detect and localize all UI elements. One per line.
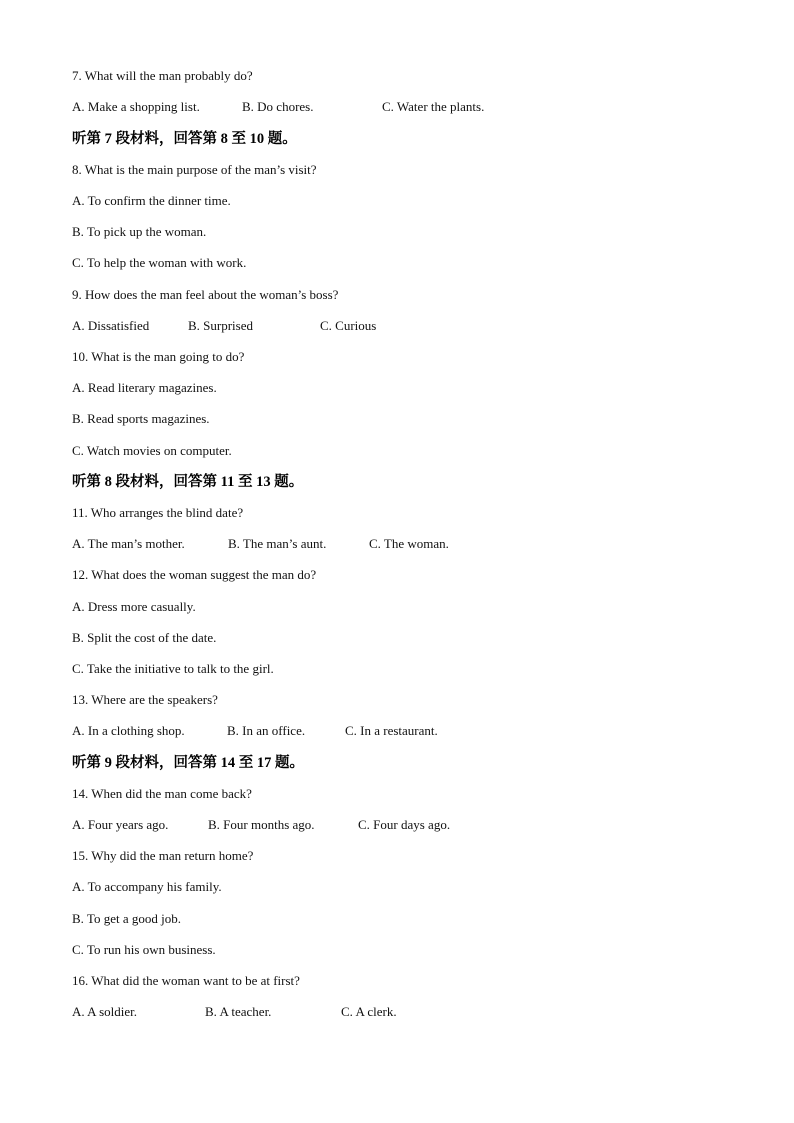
question-14: 14. When did the man come back? [72, 786, 252, 801]
option-12b: B. Split the cost of the date. [72, 630, 217, 645]
options-row-7 [72, 99, 672, 115]
option-8b: B. To pick up the woman. [72, 224, 207, 239]
option-8a: A. To confirm the dinner time. [72, 193, 231, 208]
question-11: 11. Who arranges the blind date? [72, 505, 244, 520]
option-9a: A. Dissatisfied [72, 318, 150, 333]
question-10: 10. What is the man going to do? [72, 349, 245, 364]
option-7c: C. Water the plants. [382, 99, 485, 114]
option-7b: B. Do chores. [242, 99, 314, 114]
option-12a: A. Dress more casually. [72, 599, 196, 614]
question-15: 15. Why did the man return home? [72, 848, 254, 863]
section-heading-8: 听第 8 段材料，回答第 11 至 13 题。 [72, 474, 304, 490]
question-13: 13. Where are the speakers? [72, 692, 218, 707]
option-16a: A. A soldier. [72, 1004, 138, 1019]
question-12: 12. What does the woman suggest the man do? [72, 567, 317, 582]
option-11c: C. The woman. [369, 536, 449, 551]
question-16: 16. What did the woman want to be at first? [72, 973, 300, 988]
option-10b: B. Read sports magazines. [72, 411, 210, 426]
option-9b: B. Surprised [188, 318, 253, 333]
options-row-9 [72, 318, 672, 334]
question-8: 8. What is the main purpose of the man’s visit? [72, 162, 317, 177]
option-11a: A. The man’s mother. [72, 536, 185, 551]
option-14c: C. Four days ago. [358, 817, 451, 832]
options-row-13 [72, 723, 672, 739]
option-13b: B. In an office. [227, 723, 306, 738]
option-14a: A. Four years ago. [72, 817, 169, 832]
section-heading-9: 听第 9 段材料，回答第 14 至 17 题。 [72, 755, 304, 771]
question-7: 7. What will the man probably do? [72, 68, 253, 83]
options-row-11 [72, 536, 672, 552]
option-10c: C. Watch movies on computer. [72, 443, 232, 458]
options-row-16 [72, 1004, 672, 1020]
option-15b: B. To get a good job. [72, 911, 181, 926]
options-row-14 [72, 817, 672, 833]
option-9c: C. Curious [320, 318, 377, 333]
option-14b: B. Four months ago. [208, 817, 315, 832]
option-15c: C. To run his own business. [72, 942, 216, 957]
option-10a: A. Read literary magazines. [72, 380, 217, 395]
option-13c: C. In a restaurant. [345, 723, 438, 738]
option-13a: A. In a clothing shop. [72, 723, 185, 738]
question-9: 9. How does the man feel about the woman’s boss? [72, 287, 339, 302]
option-8c: C. To help the woman with work. [72, 255, 247, 270]
option-16b: B. A teacher. [205, 1004, 272, 1019]
option-12c: C. Take the initiative to talk to the girl. [72, 661, 274, 676]
option-11b: B. The man’s aunt. [228, 536, 327, 551]
option-7a: A. Make a shopping list. [72, 99, 200, 114]
section-heading-7: 听第 7 段材料，回答第 8 至 10 题。 [72, 131, 297, 147]
option-15a: A. To accompany his family. [72, 879, 222, 894]
option-16c: C. A clerk. [341, 1004, 397, 1019]
